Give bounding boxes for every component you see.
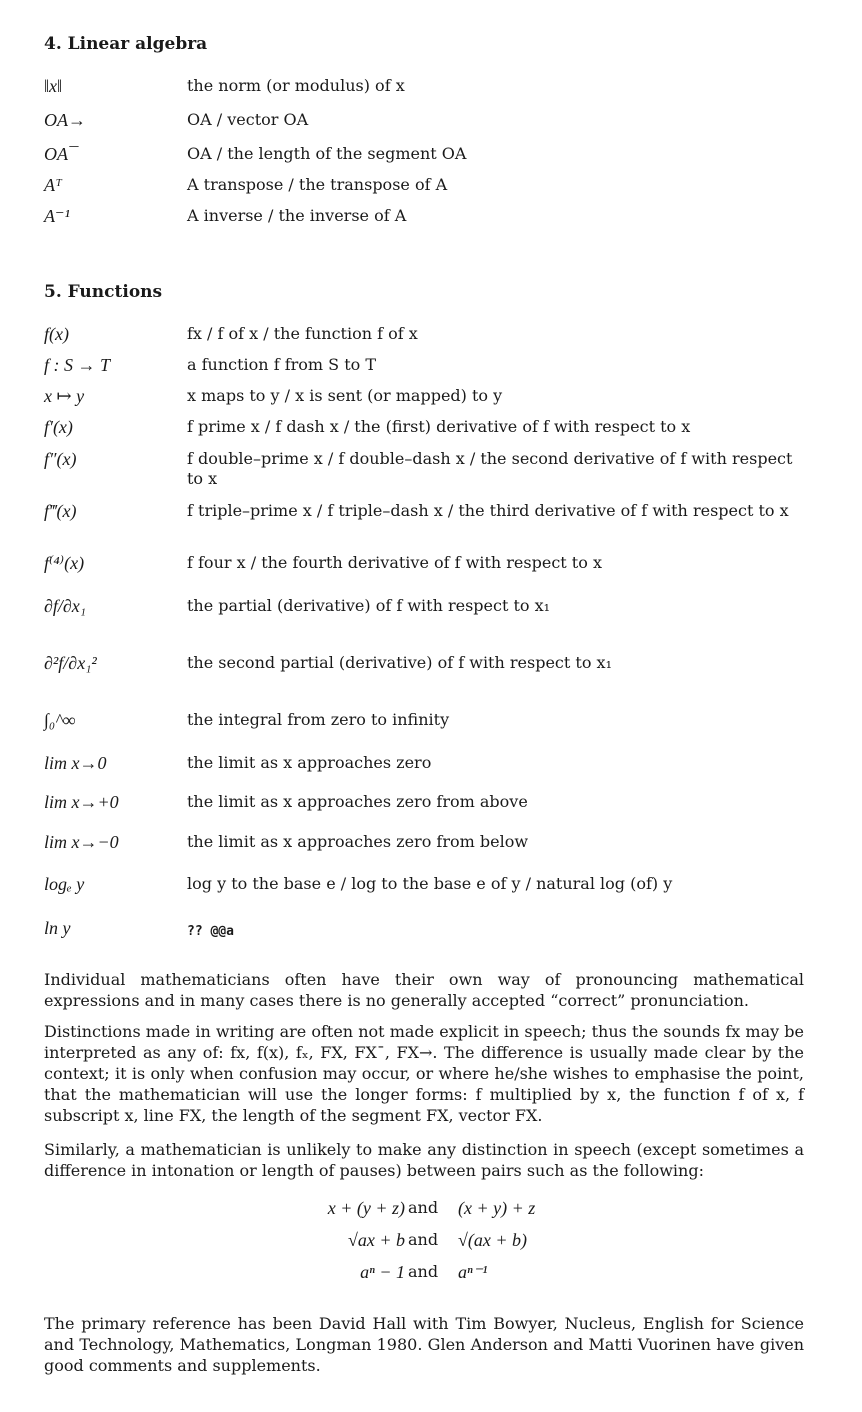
equation-row <box>280 1230 580 1262</box>
symbol: ∫₀^∞ <box>44 710 76 730</box>
description: f double–prime x / f double–dash x / the second derivative of f with respect to x <box>187 449 793 488</box>
description: ?? @@a <box>187 924 234 939</box>
description: the limit as x approaches zero from above <box>187 792 528 811</box>
paragraph: Distinctions made in writing are often not made explicit in speech; thus the sounds fx may be interpreted as any of: fx, f(x), fₓ, FX, FX¯, FX→. The difference is usually made clear by the context; it is only when confusion may occur, or where he/she wishes to emphasise the point, that the mathematician will use the longer forms: f multiplied by x, the function f of x, f subscript x, line FX, the length of the segment FX, vector FX. <box>44 1022 804 1125</box>
description: the norm (or modulus) of x <box>187 76 405 95</box>
and-word: and <box>408 1262 439 1281</box>
description: a function f from S to T <box>187 355 377 374</box>
description: x maps to y / x is sent (or mapped) to y <box>187 386 503 405</box>
symbol: lim x→0 <box>44 753 107 773</box>
section-4-title: 4. Linear algebra <box>44 34 208 54</box>
equation-right: aⁿ⁻¹ <box>458 1262 488 1282</box>
description: OA / vector OA <box>187 110 309 129</box>
symbol: f : S → T <box>44 355 111 375</box>
description: the limit as x approaches zero from below <box>187 832 529 851</box>
symbol: logₑ y <box>44 874 85 894</box>
equation-right: √(ax + b) <box>458 1230 528 1250</box>
symbol-transpose: Aᵀ <box>44 175 62 195</box>
equation-row <box>280 1198 580 1230</box>
symbol-norm: ‖x‖ <box>44 76 63 96</box>
equation-left: √ax + b <box>347 1230 405 1250</box>
description: OA / the length of the segment OA <box>187 144 467 163</box>
description: A transpose / the transpose of A <box>187 175 448 194</box>
and-word: and <box>408 1230 439 1249</box>
symbol: ln y <box>44 918 71 938</box>
equation-left: x + (y + z) <box>327 1198 405 1218</box>
description: f four x / the fourth derivative of f with respect to x <box>187 553 602 572</box>
equation-left: aⁿ − 1 <box>360 1262 405 1282</box>
description: the partial (derivative) of f with respect to x₁ <box>187 596 551 615</box>
symbol: lim x→+0 <box>44 792 119 812</box>
description: the second partial (derivative) of f with respect to x₁ <box>187 653 612 672</box>
symbol: f(x) <box>44 324 69 344</box>
symbol: lim x→−0 <box>44 832 119 852</box>
section-5-title: 5. Functions <box>44 282 163 302</box>
description: log y to the base e / log to the base e of y / natural log (of) y <box>187 874 673 893</box>
equation-pairs <box>280 1198 580 1294</box>
symbol: ∂f/∂x₁ <box>44 596 87 616</box>
description: the limit as x approaches zero <box>187 753 432 772</box>
reference-paragraph: The primary reference has been David Hall with Tim Bowyer, Nucleus, English for Science and Technology, Mathematics, Longman 1980. Glen Anderson and Matti Vuorinen have given good comments and supplements. <box>44 1314 804 1375</box>
description: A inverse / the inverse of A <box>187 206 407 225</box>
description: fx / f of x / the function f of x <box>187 324 418 343</box>
equation-right: (x + y) + z <box>458 1198 536 1218</box>
description: f prime x / f dash x / the (first) derivative of f with respect to x <box>187 417 691 436</box>
symbol: ∂²f/∂x₁² <box>44 653 97 673</box>
and-word: and <box>408 1198 439 1217</box>
symbol: f‴(x) <box>44 501 77 521</box>
symbol: f′(x) <box>44 417 73 437</box>
symbol: f⁽⁴⁾(x) <box>44 553 85 573</box>
symbol-inverse: A⁻¹ <box>44 206 70 226</box>
description: the integral from zero to infinity <box>187 710 450 729</box>
equation-row <box>280 1262 580 1294</box>
symbol: x ↦ y <box>44 386 85 406</box>
symbol-vector: OA→ <box>44 110 86 130</box>
symbol-segment-length: OA¯ <box>44 144 77 164</box>
description: f triple–prime x / f triple–dash x / the third derivative of f with respect to x <box>187 501 789 520</box>
paragraph: Individual mathematicians often have their own way of pronouncing mathematical expressions and in many cases there is no generally accepted “correct” pronunciation. <box>44 970 804 1010</box>
symbol: f″(x) <box>44 449 77 469</box>
paragraph: Similarly, a mathematician is unlikely to make any distinction in speech (except sometimes a difference in intonation or length of pauses) between pairs such as the following: <box>44 1140 804 1180</box>
